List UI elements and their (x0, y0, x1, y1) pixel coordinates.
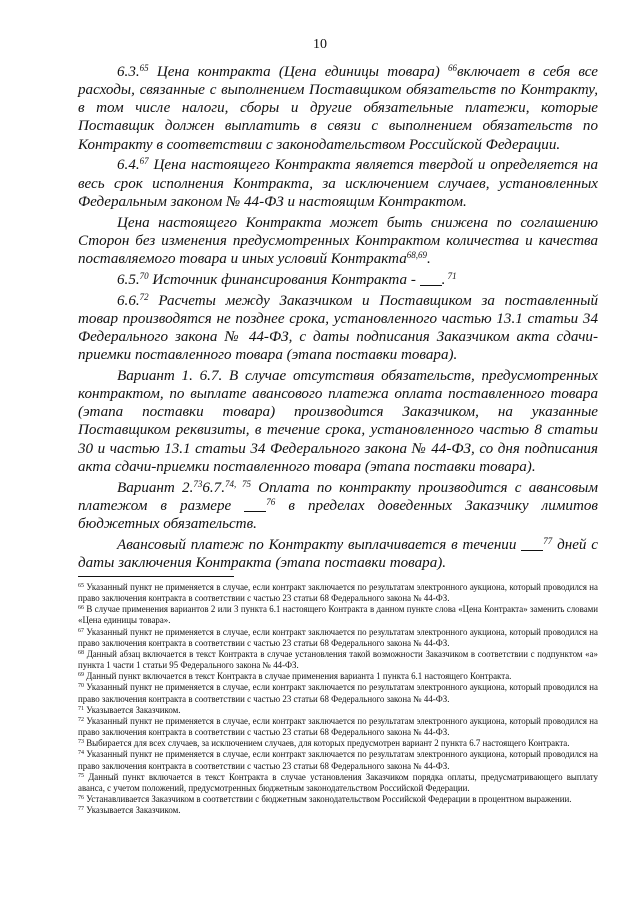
footnote-text: Данный абзац включается в текст Контракта в случае установления такой возможности Заказчиком в соответствии с подпунктом «а» пункта 1 части 1 статьи 95 Федерального закона № 44-ФЗ. (78, 648, 598, 671)
clause-6-3 (78, 63, 598, 154)
page-number: 10 (313, 37, 327, 52)
footnote (78, 582, 598, 604)
footnote-divider (78, 576, 234, 577)
footnote-number: 66 (78, 605, 84, 612)
footnote-ref: 76 (266, 496, 276, 507)
footnote-text: Выбирается для всех случаев, за исключением случаев, для которых предусмотрен вариант 2 пункта 6.7 настоящего Контракта. (84, 738, 570, 749)
price-reduction-paragraph (78, 214, 598, 268)
footnote-ref: 70 (139, 270, 149, 281)
footnote-text: Указывается Заказчиком. (84, 805, 181, 816)
clause-text: 6.7. (202, 479, 225, 496)
footnote (78, 738, 598, 749)
clause-text: Цена настоящего Контракта может быть снижена по соглашению Сторон без изменения предусмотренных Контрактом количества и качества поставляемого товара и иных условий Контракта (78, 214, 598, 267)
clause-6-6 (78, 292, 598, 365)
footnote-text: Указанный пункт не применяется в случае, если контракт заключается по результатам электронного аукциона, который проводился на право заключения контракта в соответствии с частью 23 статьи 68 Федерального закона № 44-ФЗ. (78, 626, 598, 648)
clause-text: . (427, 250, 431, 267)
footnote-ref: 65 (139, 63, 149, 73)
footnote-text: Указанный пункт не применяется в случае, если контракт заключается по результатам электронного аукциона, который проводился на право заключения контракта в соответствии с частью 23 статьи 68 Федерального закона № 44-ФЗ. (78, 582, 598, 604)
clause-6-7-variant-2 (78, 479, 598, 533)
footnote-ref: 73 (193, 478, 203, 489)
clause-text: . (441, 271, 446, 288)
footnote-ref: 66 (447, 63, 457, 73)
clause-6-7-variant-1 (78, 367, 598, 476)
footnote-number: 69 (78, 672, 84, 679)
clause-text: Источник финансирования Контракта - (148, 271, 420, 288)
footnote (78, 671, 598, 682)
advance-payment-paragraph (78, 536, 598, 572)
clause-text: дней с даты заключения Контракта (этапа поставки товара). (78, 536, 598, 571)
clause-number: 6.6. (117, 292, 140, 309)
document-body (78, 63, 598, 575)
footnote-ref: 72 (139, 291, 149, 302)
clause-text: включает в себя все расходы, связанные с выполнением Поставщиком обязательств по Контракту, в том числе налоги, сборы и другие обязательные платежи, которые Поставщик должен выплатить в связи с выполнением обязательств по Контракту в соответствии с законодательством Российской Федерации. (78, 64, 598, 153)
fill-in-blank (244, 498, 266, 512)
footnote-text: Данный пункт включается в текст Контракта в случае установления Заказчиком порядка оплаты, предусматривающего выплату аванса, с учетом положений, предусмотренных бюджетным законодательством Российской Федерации. (78, 771, 598, 793)
footnotes (78, 582, 598, 816)
footnote-number: 76 (78, 794, 84, 801)
footnote-number: 75 (78, 772, 84, 779)
footnote-text: Указанный пункт не применяется в случае, если контракт заключается по результатам электронного аукциона, который проводился на право заключения контракта в соответствии с частью 23 статьи 68 Федерального закона № 44-ФЗ. (78, 682, 598, 704)
footnote (78, 794, 598, 805)
clause-text: Цена контракта (Цена единицы товара) (148, 64, 448, 80)
footnote (78, 705, 598, 716)
fill-in-blank (420, 272, 442, 286)
footnote (78, 649, 598, 671)
footnote-number: 70 (78, 683, 84, 690)
footnote-number: 68 (78, 649, 84, 656)
footnote-ref: 74, 75 (225, 478, 251, 489)
clause-number: 6.5. (117, 271, 140, 288)
footnote-text: Указывается Заказчиком. (84, 704, 181, 715)
clause-text: Расчеты между Заказчиком и Поставщиком за поставленный товар производятся не позднее срока, установленного частью 13.1 статьи 34 Федерального закона № 44-ФЗ, с даты подписания Заказчиком акта сдачи-приемки поставленного товара (этапа поставки товара). (78, 292, 598, 364)
footnote (78, 805, 598, 816)
footnote-text: Указанный пункт не применяется в случае, если контракт заключается по результатам электронного аукциона, который проводился на право заключения контракта в соответствии с частью 23 статьи 68 Федерального закона № 44-ФЗ. (78, 749, 598, 771)
footnote-number: 72 (78, 716, 84, 723)
fill-in-blank (521, 537, 543, 551)
clause-number: 6.4. (117, 157, 140, 174)
clause-text: в пределах доведенных Заказчику лимитов бюджетных обязательств. (78, 497, 598, 532)
clause-text: Авансовый платеж по Контракту выплачивается в течении (117, 536, 522, 553)
footnote (78, 749, 598, 771)
clause-number: 6.3. (117, 64, 140, 80)
clause-text: Цена настоящего Контракта является твердой и определяется на весь срок исполнения Контракта, за исключением случаев, установленных Федеральным законом № 44-ФЗ и настоящим Контрактом. (78, 157, 598, 210)
clause-6-5 (78, 271, 598, 289)
footnote-ref: 68,69 (406, 249, 427, 260)
footnote-text: Данный пункт включается в текст Контракта в случае применения варианта 1 пункта 6.1 настоящего Контракта. (84, 671, 512, 682)
clause-text: Вариант 2. (117, 479, 194, 496)
footnote (78, 627, 598, 649)
footnote-text: В случае применения вариантов 2 или 3 пункта 6.1 настоящего Контракта в данном пункте слова «Цена Контракта» заменить словами «Цена единицы товара». (78, 604, 598, 626)
footnote (78, 772, 598, 794)
footnote (78, 604, 598, 626)
footnote-number: 74 (78, 750, 84, 757)
footnote-number: 67 (78, 627, 84, 634)
footnote-text: Устанавливается Заказчиком в соответствии с бюджетным законодательством Российской Федерации в процентном выражении. (84, 793, 572, 804)
footnote-ref: 67 (139, 156, 149, 167)
clause-text: Вариант 1. 6.7. В случае отсутствия обязательств, предусмотренных контрактом, по выплате авансового платежа оплата поставленного товара (этапа поставки товара) производится Заказчиком, на указанные Поставщиком реквизиты, в течение срока, установленного частью 8 статьи 30 и частью 13.1 статьи 34 Федерального закона № 44-ФЗ, со дня подписания акта сдачи-приемки поставленного товара (этапа поставки товара). (78, 367, 598, 475)
footnote-text: Указанный пункт не применяется в случае, если контракт заключается по результатам электронного аукциона, который проводился на право заключения контракта в соответствии с частью 23 статьи 68 Федерального закона № 44-ФЗ. (78, 715, 598, 738)
footnote-ref: 77 (543, 535, 553, 546)
footnote-number: 77 (78, 806, 84, 813)
clause-text: Оплата по контракту производится с авансовым платежом в размере (78, 479, 599, 514)
footnote (78, 682, 598, 704)
footnote-ref: 71 (445, 270, 457, 281)
clause-6-4 (78, 156, 598, 210)
footnote-number: 71 (78, 705, 84, 712)
footnote (78, 716, 598, 738)
footnote-number: 65 (78, 583, 84, 589)
footnote-number: 73 (78, 739, 84, 746)
